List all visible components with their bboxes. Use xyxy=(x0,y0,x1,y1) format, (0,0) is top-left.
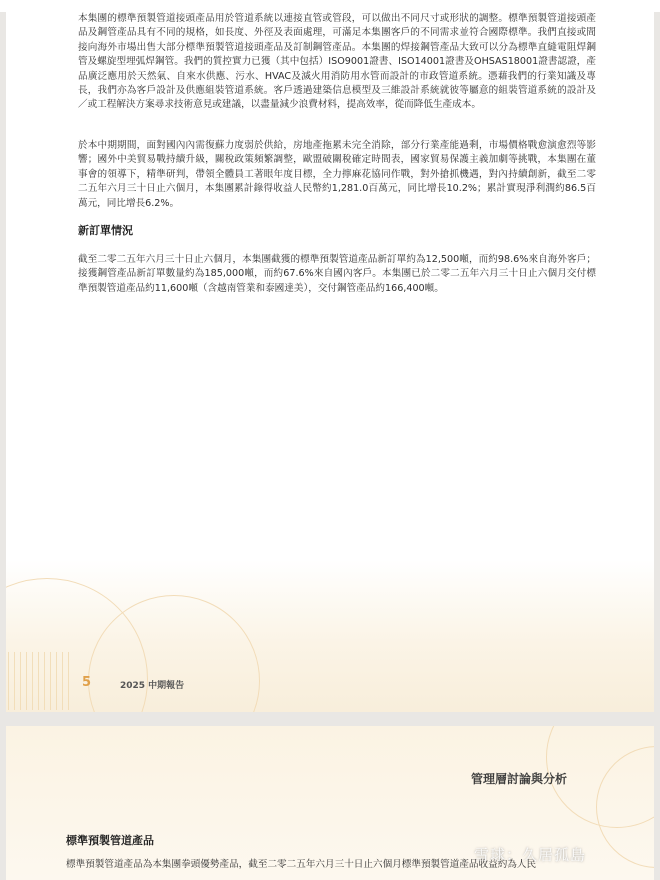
body-paragraph: 於本中期期間，面對國內內需復蘇力度弱於供給，房地產拖累未完全消除，部分行業產能過剩，市場價格戰愈演愈烈等影響；國外中美貿易戰持續升級，關稅政策頻繁調整，歐盟破關稅確定時間表，國家貿易保護主義加劇等挑戰，本集團在董事會的領導下，精準研判，帶領全體員工著眼年度目標，全力擰麻花協同作戰，對外搶抓機遇，對內持續創新，截至二零二五年六月三十日止六個月，本集團累計錄得收益人民幣約1,281.0百萬元，同比增長10.2%；累計實現淨利潤約86.5百萬元，同比增長6.2%。 xyxy=(78,140,596,209)
body-paragraph: 本集團的標準預製管道接頭產品用於管道系統以連接直管或管段，可以做出不同尺寸或形狀的調整。標準預製管道接頭產品及鋼管產品具有不同的規格，如長度、外徑及表面處理，可滿足本集團客戶的不同需求並符合國際標準。我們直接或間接向海外市場出售大部分標準預製管道接頭產品及訂制鋼管產品。本集團的焊接鋼管產品大致可以分為標準直縫電阻焊鋼管及螺旋型埋弧焊鋼管。我們的質控實力已獲（其中包括）ISO9001證書、ISO14001證書及OHSAS18001證書認證，產品廣泛應用於天然氣、自來水供應、污水、HVAC及滅火用消防用水管而設計的市政管道系統。憑藉我們的行業知識及專長，我們亦為客戶設計及供應組裝管道系統。客戶透過建築信息模型及三維設計系統就彼等屬意的組裝管道系統的設計及／或工程解決方案尋求技術意見或建議，以盡量減少浪費材料，提高效率，從而降低生產成本。 xyxy=(78,13,596,111)
report-label: 2025 中期報告 xyxy=(120,681,185,691)
body-paragraph: 截至二零二五年六月三十日止六個月，本集團截獲的標準預製管道產品新訂單約為12,500噸，而約98.6%來自海外客戶；接獲鋼管產品新訂單數量約為185,000噸，而約67.6%來自國內客戶。本集團已於二零二五年六月三十日止六個月交付標準預製管道產品約11,600噸（含越南管業和泰國達美），交付鋼管產品約166,400噸。 xyxy=(78,254,596,294)
page-title: 管理層討論與分析 xyxy=(471,772,568,786)
section-heading: 標準預製管道產品 xyxy=(66,834,154,847)
section-heading: 新訂單情況 xyxy=(78,224,133,237)
watermark: 雪球：久居孤島 xyxy=(474,846,587,864)
page-number: 5 xyxy=(82,675,92,690)
body-paragraph: 標準預製管道產品為本集團拳頭優勢產品，截至二零二五年六月三十日止六個月標準預製管道產品收益約為人民 xyxy=(66,859,537,870)
decorative-stripes xyxy=(8,652,72,710)
